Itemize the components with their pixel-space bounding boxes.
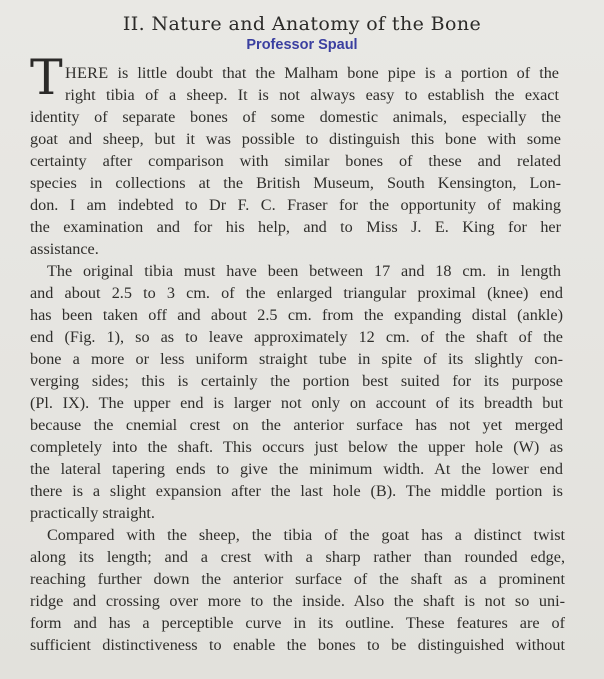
text-line: species in collections at the British Museum, South Kensington, Lon-	[30, 174, 561, 192]
text-line: goat and sheep, but it was possible to distinguish this bone with some	[30, 130, 561, 148]
text-line: assistance.	[30, 240, 99, 258]
text-line: sufficient distinctiveness to enable the bones to be distinguished without	[30, 636, 565, 654]
text-line: right tibia of a sheep. It is not always easy to establish the exact	[65, 86, 559, 104]
text-line: verging sides; this is certainly the portion best suited for its purpose	[30, 372, 563, 390]
section-title: II. Nature and Anatomy of the Bone	[122, 13, 482, 35]
text-line: end (Fig. 1), so as to leave approximately 12 cm. of the shaft of the	[30, 328, 563, 346]
author-name: Professor Spaul	[246, 37, 358, 53]
text-line: and about 2.5 to 3 cm. of the enlarged triangular proximal (knee) end	[30, 284, 563, 302]
text-line: completely into the shaft. This occurs just below the upper hole (W) as	[30, 438, 563, 456]
text-line: identity of separate bones of some domestic animals, especially the	[30, 108, 561, 126]
text-line: has been taken off and about 2.5 cm. from the expanding distal (ankle)	[30, 306, 563, 324]
text-line: Compared with the sheep, the tibia of the goat has a distinct twist	[47, 526, 565, 544]
text-line: the examination and for his help, and to Miss J. E. King for her	[30, 218, 561, 236]
text-line: The original tibia must have been between 17 and 18 cm. in length	[47, 262, 561, 280]
text-line: along its length; and a crest with a sharp rather than rounded edge,	[30, 548, 565, 566]
text-line: ridge and crossing over more to the inside. Also the shaft is not so uni-	[30, 592, 565, 610]
text-line: the lateral tapering ends to give the minimum width. At the lower end	[30, 460, 563, 478]
text-line: bone a more or less uniform straight tube in spite of its slightly con-	[30, 350, 563, 368]
text-line: reaching further down the anterior surface of the shaft as a prominent	[30, 570, 565, 588]
text-line: (Pl. IX). The upper end is larger not only on account of its breadth but	[30, 394, 563, 412]
first-word-smallcaps: HERE	[65, 64, 109, 82]
text-line: because the cnemial crest on the anterior surface has not yet merged	[30, 416, 563, 434]
text-line: practically straight.	[30, 504, 155, 522]
text-line	[65, 62, 559, 84]
drop-cap: T	[30, 49, 63, 106]
text-line: there is a slight expansion after the last hole (B). The middle portion is	[30, 482, 563, 500]
text-line: certainty after comparison with similar bones of these and related	[30, 152, 561, 170]
text-line-content: is little doubt that the Malham bone pipe is a portion of the	[108, 64, 559, 82]
text-line: don. I am indebted to Dr F. C. Fraser for the opportunity of making	[30, 196, 561, 214]
text-line: form and has a perceptible curve in its outline. These features are of	[30, 614, 565, 632]
